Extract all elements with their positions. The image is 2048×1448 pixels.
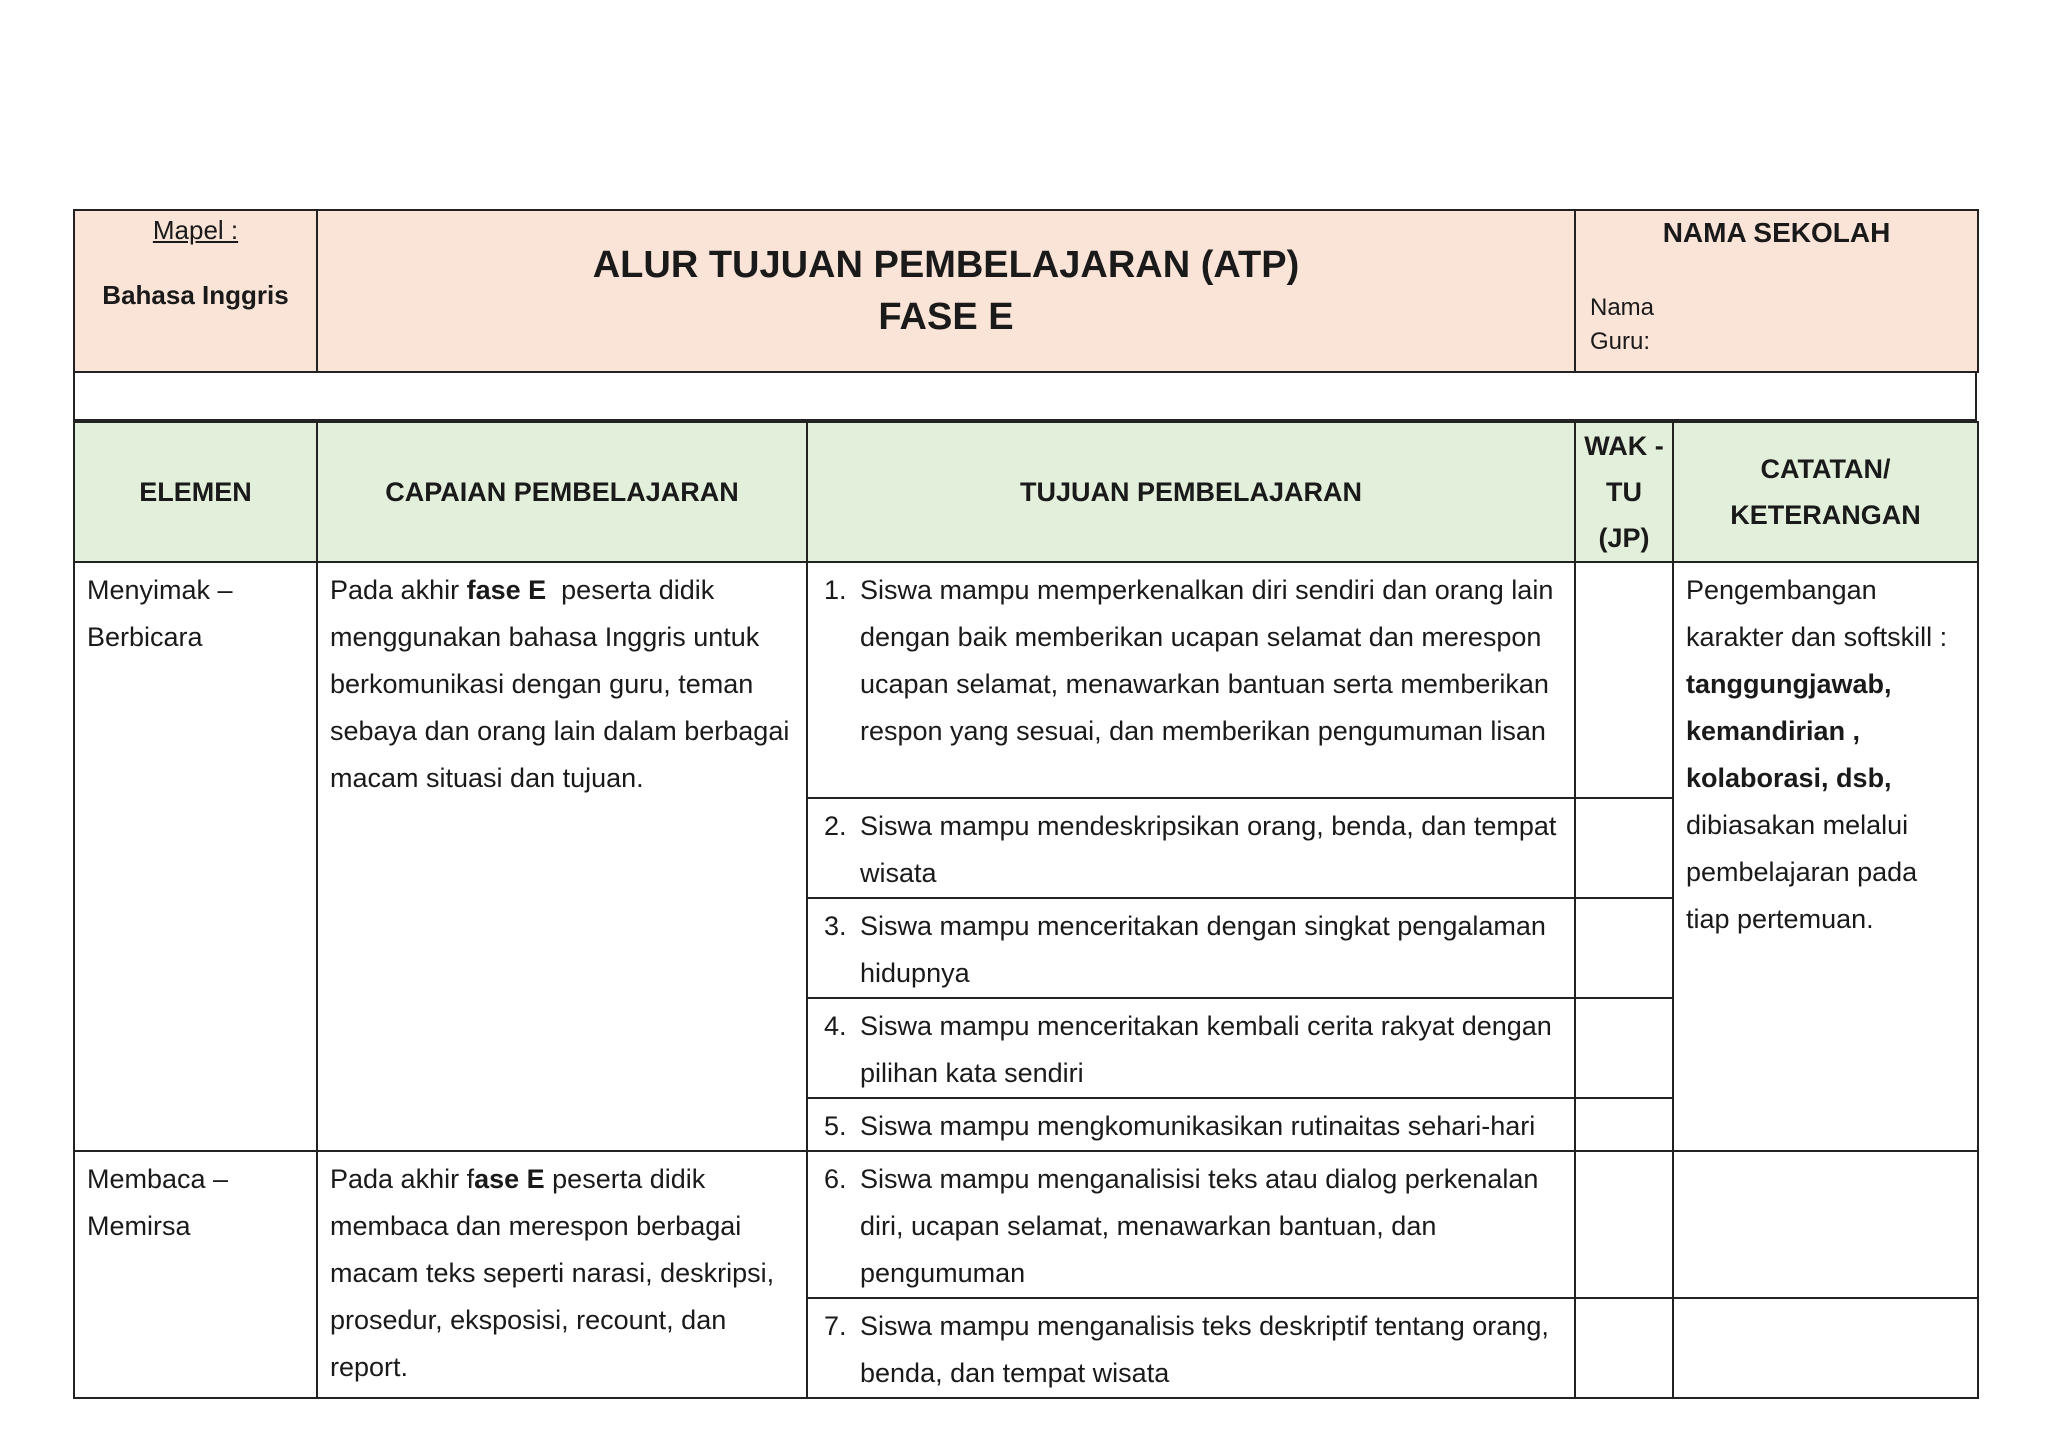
catatan-cell[interactable]: [1673, 1151, 1978, 1298]
capaian-post: peserta didik membaca dan merespon berbagai macam teks seperti narasi, deskripsi, prosedur, eksposisi, recount, dan report.: [330, 1164, 775, 1382]
capaian-cell: [317, 562, 807, 1151]
col-catatan-line1: CATATAN/: [1760, 454, 1891, 484]
col-capaian: CAPAIAN PEMBELAJARAN: [317, 422, 807, 562]
table-row: [74, 562, 1978, 798]
tujuan-num: 2.: [824, 811, 847, 841]
tujuan-text: Siswa mampu mengkomunikasikan rutinaitas sehari-hari: [860, 1111, 1536, 1141]
col-elemen: ELEMEN: [74, 422, 317, 562]
elemen-cell: [74, 1151, 317, 1398]
mapel-value: Bahasa Inggris: [102, 280, 289, 310]
tujuan-num: 7.: [824, 1311, 847, 1341]
tujuan-num: 5.: [824, 1111, 847, 1141]
capaian-post: peserta didik menggunakan bahasa Inggris untuk berkomunikasi dengan guru, teman sebaya dan orang lain dalam berbagai macam situasi dan tujuan.: [330, 575, 797, 793]
elemen-text: Membaca – Memirsa: [87, 1164, 229, 1241]
catatan-cell[interactable]: [1673, 1298, 1978, 1398]
waktu-cell[interactable]: [1575, 898, 1673, 998]
waktu-cell[interactable]: [1575, 998, 1673, 1098]
waktu-cell[interactable]: [1575, 1151, 1673, 1298]
tujuan-cell: [807, 562, 1575, 798]
mapel-label: Mapel :: [152, 215, 239, 245]
tujuan-cell: [807, 998, 1575, 1098]
capaian-pre: Pada akhir: [330, 575, 467, 605]
tujuan-num: 6.: [824, 1164, 847, 1194]
catatan-pre: Pengembangan karakter dan softskill :: [1686, 575, 1948, 652]
tujuan-num: 3.: [824, 911, 847, 941]
waktu-cell[interactable]: [1575, 1098, 1673, 1151]
col-waktu-label: WAK - TU (JP): [1584, 431, 1664, 553]
tujuan-cell: [807, 1151, 1575, 1298]
tujuan-text: Siswa mampu mendeskripsikan orang, benda, dan tempat wisata: [860, 811, 1557, 888]
tujuan-num: 1.: [824, 575, 847, 605]
col-catatan-line2: KETERANGAN: [1730, 500, 1921, 530]
waktu-cell[interactable]: [1575, 798, 1673, 898]
guru-label: Nama Guru:: [1590, 294, 1655, 355]
tujuan-text: Siswa mampu menceritakan kembali cerita rakyat dengan pilihan kata sendiri: [860, 1011, 1552, 1088]
tujuan-cell: [807, 898, 1575, 998]
tujuan-text: Siswa mampu menganalisis teks deskriptif tentang orang, benda, dan tempat wisata: [860, 1311, 1549, 1388]
col-catatan: [1673, 422, 1978, 562]
col-tujuan: TUJUAN PEMBELAJARAN: [807, 422, 1575, 562]
capaian-bold: fase E: [466, 575, 547, 605]
catatan-cell: [1673, 562, 1978, 1151]
capaian-bold: ase E: [474, 1164, 545, 1194]
spacer-row: [74, 373, 1976, 420]
tujuan-cell: [807, 798, 1575, 898]
capaian-cell: [317, 1151, 807, 1398]
school-cell: [1575, 210, 1978, 372]
tujuan-text: Siswa mampu menceritakan dengan singkat pengalaman hidupnya: [860, 911, 1546, 988]
school-name: NAMA SEKOLAH: [1662, 217, 1891, 248]
mapel-cell: [74, 210, 317, 372]
col-waktu: [1575, 422, 1673, 562]
table-row: [74, 1151, 1978, 1298]
catatan-post: dibiasakan melalui pembelajaran pada tiap pertemuan.: [1686, 810, 1918, 934]
spacer-table: [73, 373, 1977, 421]
elemen-cell: [74, 562, 317, 1151]
tujuan-num: 4.: [824, 1011, 847, 1041]
document-subtitle: FASE E: [878, 296, 1014, 338]
tujuan-text: Siswa mampu menganalisisi teks atau dialog perkenalan diri, ucapan selamat, menawarkan bantuan, dan pengumuman: [860, 1164, 1539, 1288]
atp-table: [73, 421, 1979, 1399]
tujuan-text: Siswa mampu memperkenalkan diri sendiri dan orang lain dengan baik memberikan ucapan selamat dan merespon ucapan selamat, menawarkan bantuan serta memberikan respon yang sesuai, dan memberikan pengumuman lisan: [860, 575, 1554, 746]
waktu-cell[interactable]: [1575, 562, 1673, 798]
catatan-bold: tanggungjawab, kemandirian , kolaborasi, dsb,: [1686, 669, 1892, 793]
tujuan-cell: [807, 1298, 1575, 1398]
tujuan-cell: [807, 1098, 1575, 1151]
title-cell: [317, 210, 1575, 372]
capaian-pre: Pada akhir f: [330, 1164, 475, 1194]
elemen-text: Menyimak – Berbicara: [87, 575, 233, 652]
atp-document: [73, 209, 1977, 1399]
waktu-cell[interactable]: [1575, 1298, 1673, 1398]
header-table: [73, 209, 1979, 373]
document-title: ALUR TUJUAN PEMBELAJARAN (ATP): [592, 244, 1300, 286]
